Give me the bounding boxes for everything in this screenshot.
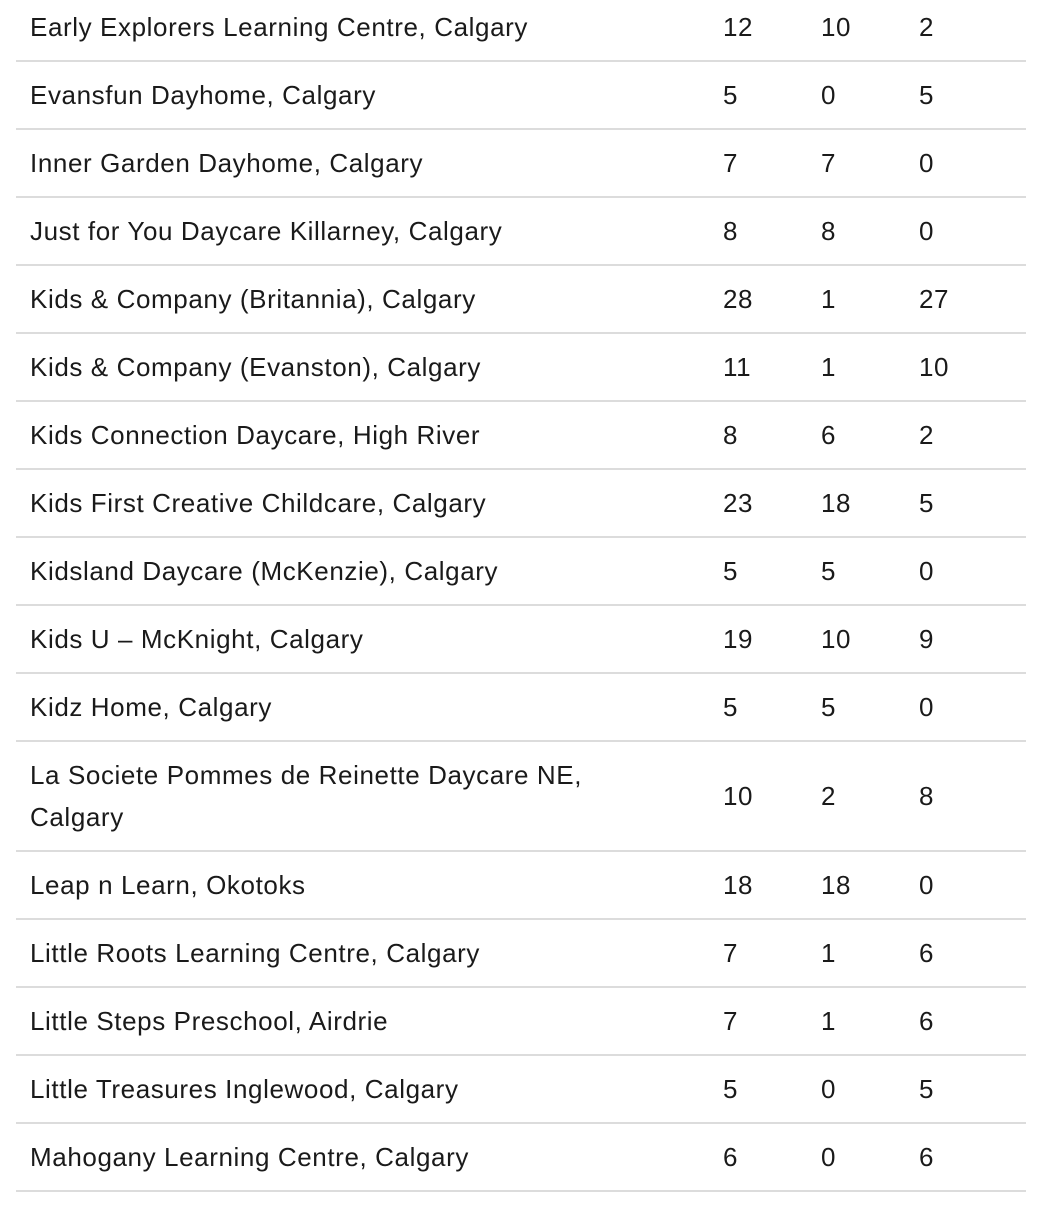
facility-name: Kids & Company (Britannia), Calgary: [30, 284, 476, 314]
facility-name: Mahogany Learning Centre, Calgary: [30, 1142, 469, 1172]
facility-name: Little Treasures Inglewood, Calgary: [30, 1074, 459, 1104]
table-row: [16, 0, 1026, 61]
facility-name: Evansfun Dayhome, Calgary: [30, 80, 376, 110]
table-row: [16, 401, 1026, 469]
recovered-cases: 8: [919, 781, 935, 811]
active-cases: 0: [821, 1142, 837, 1172]
active-cases: 1: [821, 938, 837, 968]
facility-name: Kids U – McKnight, Calgary: [30, 624, 364, 654]
total-cases: 19: [723, 624, 754, 654]
table-row: [16, 469, 1026, 537]
daycare-cases-table: [16, 0, 1026, 1192]
recovered-cases: 0: [919, 148, 935, 178]
recovered-cases: 5: [919, 80, 935, 110]
recovered-cases: 5: [919, 488, 935, 518]
facility-name: Just for You Daycare Killarney, Calgary: [30, 216, 503, 246]
recovered-cases: 2: [919, 420, 935, 450]
table-row: [16, 987, 1026, 1055]
active-cases: 18: [821, 870, 852, 900]
recovered-cases: 5: [919, 1074, 935, 1104]
recovered-cases: 6: [919, 938, 935, 968]
total-cases: 8: [723, 216, 739, 246]
total-cases: 11: [723, 352, 752, 382]
total-cases: 5: [723, 556, 739, 586]
total-cases: 7: [723, 148, 739, 178]
recovered-cases: 9: [919, 624, 935, 654]
total-cases: 7: [723, 938, 739, 968]
total-cases: 28: [723, 284, 754, 314]
active-cases: 5: [821, 556, 837, 586]
total-cases: 18: [723, 870, 754, 900]
active-cases: 8: [821, 216, 837, 246]
table-row: [16, 265, 1026, 333]
table-row: [16, 919, 1026, 987]
active-cases: 1: [821, 284, 837, 314]
active-cases: 6: [821, 420, 837, 450]
total-cases: 12: [723, 12, 754, 42]
total-cases: 10: [723, 781, 754, 811]
table-row: [16, 851, 1026, 919]
total-cases: 23: [723, 488, 754, 518]
total-cases: 8: [723, 420, 739, 450]
recovered-cases: 0: [919, 556, 935, 586]
table-row: [16, 197, 1026, 265]
active-cases: 0: [821, 80, 837, 110]
daycare-table-container: [16, 0, 1026, 1192]
active-cases: 10: [821, 624, 852, 654]
facility-name: Kids & Company (Evanston), Calgary: [30, 352, 482, 382]
table-row: [16, 741, 1026, 851]
total-cases: 5: [723, 80, 739, 110]
facility-name: Little Roots Learning Centre, Calgary: [30, 938, 480, 968]
facility-name: La Societe Pommes de Reinette Daycare NE, Calgary: [30, 760, 583, 832]
facility-name: Kidsland Daycare (McKenzie), Calgary: [30, 556, 499, 586]
recovered-cases: 0: [919, 870, 935, 900]
recovered-cases: 0: [919, 692, 935, 722]
recovered-cases: 0: [919, 216, 935, 246]
facility-name: Early Explorers Learning Centre, Calgary: [30, 12, 528, 42]
table-row: [16, 605, 1026, 673]
recovered-cases: 2: [919, 12, 935, 42]
table-row: [16, 1055, 1026, 1123]
recovered-cases: 10: [919, 352, 950, 382]
active-cases: 5: [821, 692, 837, 722]
active-cases: 7: [821, 148, 837, 178]
total-cases: 7: [723, 1006, 739, 1036]
active-cases: 0: [821, 1074, 837, 1104]
facility-name: Leap n Learn, Okotoks: [30, 870, 306, 900]
total-cases: 5: [723, 1074, 739, 1104]
table-row: [16, 673, 1026, 741]
active-cases: 10: [821, 12, 852, 42]
recovered-cases: 6: [919, 1142, 935, 1172]
total-cases: 6: [723, 1142, 739, 1172]
active-cases: 2: [821, 781, 837, 811]
table-row: [16, 61, 1026, 129]
facility-name: Kidz Home, Calgary: [30, 692, 272, 722]
recovered-cases: 27: [919, 284, 950, 314]
facility-name: Kids Connection Daycare, High River: [30, 420, 481, 450]
table-row: [16, 333, 1026, 401]
table-row: [16, 129, 1026, 197]
active-cases: 1: [821, 1006, 837, 1036]
active-cases: 18: [821, 488, 852, 518]
facility-name: Little Steps Preschool, Airdrie: [30, 1006, 389, 1036]
recovered-cases: 6: [919, 1006, 935, 1036]
facility-name: Inner Garden Dayhome, Calgary: [30, 148, 424, 178]
total-cases: 5: [723, 692, 739, 722]
table-row: [16, 1123, 1026, 1191]
table-row: [16, 537, 1026, 605]
active-cases: 1: [821, 352, 837, 382]
facility-name: Kids First Creative Childcare, Calgary: [30, 488, 487, 518]
